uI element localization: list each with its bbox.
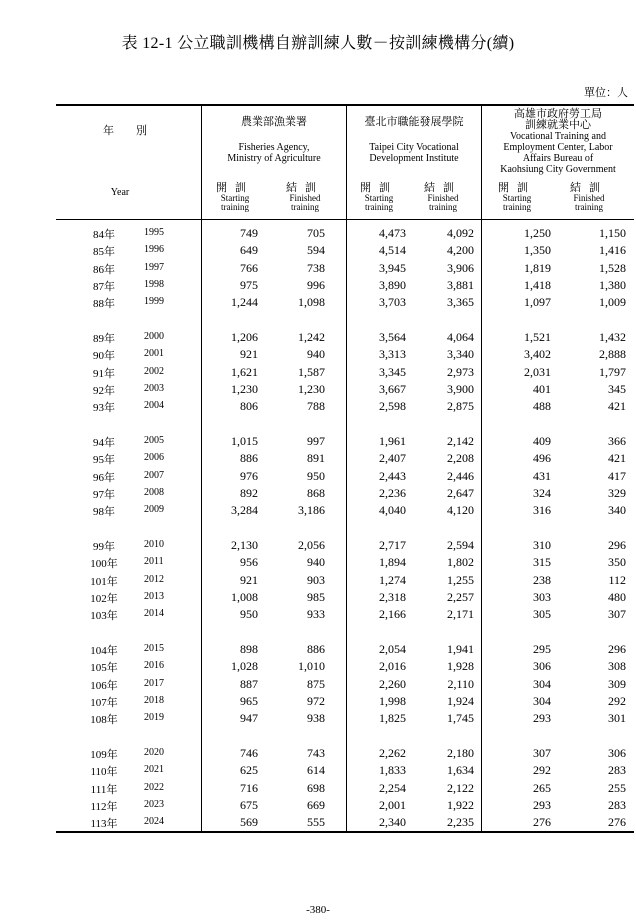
table-cell: 996 xyxy=(307,277,325,292)
agency-en-line1: Fisheries Agency, xyxy=(238,142,310,153)
year-roc: 91年 xyxy=(93,367,115,380)
table-cell: 2,235 xyxy=(447,815,474,830)
table-cell: 238 xyxy=(533,572,551,587)
table-cell: 350 xyxy=(608,555,626,570)
table-cell: 4,473 xyxy=(379,226,406,240)
table-cell: 555 xyxy=(307,815,325,830)
table-cell: 625 xyxy=(240,763,258,778)
agency-en-line2: Development Institute xyxy=(369,153,459,164)
table-cell: 2,236 xyxy=(379,485,406,500)
table-cell: 480 xyxy=(608,589,626,604)
table-cell: 2,171 xyxy=(447,607,474,622)
table-cell: 1,924 xyxy=(447,693,474,708)
year-ad: 2008 xyxy=(144,486,164,498)
table-cell: 1,432 xyxy=(599,330,626,344)
table-cell: 421 xyxy=(608,399,626,414)
sub-header-en1: Finished xyxy=(289,193,321,203)
table-cell: 1,230 xyxy=(298,381,325,396)
table-cell: 3,703 xyxy=(379,295,406,310)
agency-cn-line2: 訓練就業中心 xyxy=(525,119,591,131)
table-cell: 1,008 xyxy=(231,589,258,604)
year-ad: 2012 xyxy=(144,573,164,585)
sub-header-en2: training xyxy=(221,202,249,212)
table-cell: 1,015 xyxy=(231,434,258,448)
table-cell: 1,010 xyxy=(298,659,325,674)
table-cell: 2,208 xyxy=(447,451,474,466)
table-cell: 3,186 xyxy=(298,503,325,518)
agency-fisheries-header xyxy=(202,117,346,164)
sub-header-cn: 結訓 xyxy=(424,182,462,194)
table-cell: 2,598 xyxy=(379,399,406,414)
table-cell: 2,717 xyxy=(379,538,406,552)
year-roc: 88年 xyxy=(93,298,115,311)
table-cell: 4,092 xyxy=(447,226,474,240)
table-cell: 1,418 xyxy=(524,277,551,292)
table-cell: 956 xyxy=(240,555,258,570)
table-cell: 1,150 xyxy=(599,226,626,240)
table-cell: 2,875 xyxy=(447,399,474,414)
table-cell: 1,028 xyxy=(231,659,258,674)
year-ad: 2018 xyxy=(144,694,164,706)
year-roc: 99年 xyxy=(93,541,115,553)
table-cell: 1,634 xyxy=(447,763,474,778)
table-cell: 306 xyxy=(533,659,551,674)
table-cell: 950 xyxy=(307,468,325,483)
table-cell: 366 xyxy=(608,434,626,448)
agency-cn: 農業部漁業署 xyxy=(241,116,307,128)
table-cell: 743 xyxy=(307,746,325,760)
agency-cn: 高雄市政府勞工局 xyxy=(514,108,602,120)
year-roc: 96年 xyxy=(93,471,115,484)
year-ad: 2005 xyxy=(144,435,164,446)
year-ad: 1997 xyxy=(144,261,164,273)
table-cell: 2,031 xyxy=(524,364,551,379)
year-ad: 2022 xyxy=(144,781,164,793)
table-cell: 1,244 xyxy=(231,295,258,310)
table-cell: 345 xyxy=(608,381,626,396)
table-cell: 2,054 xyxy=(379,642,406,656)
table-cell: 2,262 xyxy=(379,746,406,760)
table-cell: 1,802 xyxy=(447,555,474,570)
table-cell: 3,402 xyxy=(524,347,551,362)
year-roc: 102年 xyxy=(90,592,118,605)
finished-training-header xyxy=(276,182,334,212)
table-cell: 4,040 xyxy=(379,503,406,518)
table-cell: 669 xyxy=(307,797,325,812)
table-cell: 886 xyxy=(307,642,325,656)
finished-training-header xyxy=(560,182,618,212)
table-cell: 4,120 xyxy=(447,503,474,518)
table-cell: 1,528 xyxy=(599,260,626,275)
table-cell: 1,097 xyxy=(524,295,551,310)
table-cell: 308 xyxy=(608,659,626,674)
table-cell: 4,064 xyxy=(447,330,474,344)
table-cell: 1,833 xyxy=(379,763,406,778)
agency-en-line1: Vocational Training and xyxy=(510,131,606,142)
year-roc: 92年 xyxy=(93,384,115,397)
table-cell: 1,521 xyxy=(524,330,551,344)
table-cell: 2,142 xyxy=(447,434,474,448)
year-ad: 2002 xyxy=(144,365,164,377)
table-cell: 985 xyxy=(307,589,325,604)
table-cell: 675 xyxy=(240,797,258,812)
table-cell: 1,380 xyxy=(599,277,626,292)
table-cell: 2,318 xyxy=(379,589,406,604)
table-cell: 316 xyxy=(533,503,551,518)
sub-header-cn: 結訓 xyxy=(286,182,324,194)
year-ad: 2004 xyxy=(144,400,164,412)
table-cell: 1,894 xyxy=(379,555,406,570)
table-cell: 614 xyxy=(307,763,325,778)
sub-header-en1: Finished xyxy=(573,193,605,203)
table-cell: 898 xyxy=(240,642,258,656)
table-cell: 4,200 xyxy=(447,243,474,258)
year-roc: 113年 xyxy=(90,818,118,831)
table-cell: 417 xyxy=(608,468,626,483)
table-cell: 749 xyxy=(240,226,258,240)
table-cell: 1,230 xyxy=(231,381,258,396)
table-cell: 1,098 xyxy=(298,295,325,310)
page-title: 表 12-1 公立職訓機構自辦訓練人數－按訓練機構分(續) xyxy=(121,35,515,52)
year-ad: 2021 xyxy=(144,764,164,776)
table-cell: 2,016 xyxy=(379,659,406,674)
table-cell: 306 xyxy=(608,746,626,760)
agency-en-line2: Ministry of Agriculture xyxy=(227,153,321,164)
year-roc: 94年 xyxy=(93,437,115,449)
year-roc: 101年 xyxy=(90,575,118,588)
table-cell: 891 xyxy=(307,451,325,466)
table-cell: 112 xyxy=(608,572,626,587)
table-cell: 307 xyxy=(533,746,551,760)
table-cell: 976 xyxy=(240,468,258,483)
table-cell: 716 xyxy=(240,780,258,795)
table-cell: 1,922 xyxy=(447,797,474,812)
table-cell: 887 xyxy=(240,676,258,691)
table-cell: 296 xyxy=(608,642,626,656)
table-cell: 738 xyxy=(307,260,325,275)
agency-taipei-header xyxy=(347,117,481,164)
table-cell: 965 xyxy=(240,693,258,708)
year-ad: 2001 xyxy=(144,348,164,360)
table-cell: 293 xyxy=(533,797,551,812)
agency-en-line2: Employment Center, Labor xyxy=(503,142,613,153)
table-cell: 975 xyxy=(240,277,258,292)
table-cell: 1,255 xyxy=(447,572,474,587)
table-cell: 1,928 xyxy=(447,659,474,674)
year-ad: 1999 xyxy=(144,296,164,308)
table-cell: 4,514 xyxy=(379,243,406,258)
table-cell: 972 xyxy=(307,693,325,708)
finished-training-header xyxy=(414,182,472,212)
table-cell: 886 xyxy=(240,451,258,466)
table-cell: 1,416 xyxy=(599,243,626,258)
agency-en-line4: Kaohsiung City Government xyxy=(500,164,616,175)
table-cell: 2,257 xyxy=(447,589,474,604)
table-cell: 921 xyxy=(240,347,258,362)
page-number: -380- xyxy=(306,904,330,916)
year-ad: 2010 xyxy=(144,539,164,550)
table-cell: 594 xyxy=(307,243,325,258)
table-cell: 2,130 xyxy=(231,538,258,552)
table-cell: 1,961 xyxy=(379,434,406,448)
table-cell: 2,254 xyxy=(379,780,406,795)
year-ad: 2003 xyxy=(144,382,164,394)
table-cell: 304 xyxy=(533,693,551,708)
table-cell: 340 xyxy=(608,503,626,518)
year-ad: 2024 xyxy=(144,816,164,828)
table-cell: 488 xyxy=(533,399,551,414)
table-cell: 3,313 xyxy=(379,347,406,362)
table-cell: 1,242 xyxy=(298,330,325,344)
year-ad: 2016 xyxy=(144,660,164,672)
table-cell: 303 xyxy=(533,589,551,604)
table-cell: 3,667 xyxy=(379,381,406,396)
year-ad: 2015 xyxy=(144,643,164,654)
table-cell: 1,745 xyxy=(447,711,474,726)
table-cell: 997 xyxy=(307,434,325,448)
table-cell: 315 xyxy=(533,555,551,570)
table-cell: 2,260 xyxy=(379,676,406,691)
table-cell: 649 xyxy=(240,243,258,258)
table-cell: 940 xyxy=(307,555,325,570)
table-top-rule xyxy=(56,104,634,106)
year-roc: 95年 xyxy=(93,454,115,467)
year-roc: 87年 xyxy=(93,280,115,293)
year-ad: 2000 xyxy=(144,331,164,342)
year-roc: 93年 xyxy=(93,402,115,415)
sub-header-en1: Starting xyxy=(220,193,250,203)
year-ad: 2020 xyxy=(144,747,164,758)
table-cell: 3,881 xyxy=(447,277,474,292)
year-ad: 1998 xyxy=(144,278,164,290)
year-roc: 85年 xyxy=(93,246,115,259)
table-cell: 255 xyxy=(608,780,626,795)
year-roc: 109年 xyxy=(90,749,118,761)
table-cell: 569 xyxy=(240,815,258,830)
table-cell: 421 xyxy=(608,451,626,466)
year-ad: 2019 xyxy=(144,712,164,724)
table-cell: 2,166 xyxy=(379,607,406,622)
table-cell: 1,941 xyxy=(447,642,474,656)
table-cell: 1,797 xyxy=(599,364,626,379)
year-roc: 107年 xyxy=(90,696,118,709)
year-ad: 2023 xyxy=(144,798,164,810)
table-cell: 1,250 xyxy=(524,226,551,240)
table-cell: 2,407 xyxy=(379,451,406,466)
unit-label: 單位：人 xyxy=(584,87,628,99)
sub-header-cn: 開訓 xyxy=(360,182,398,194)
year-roc: 90年 xyxy=(93,350,115,363)
year-ad: 2013 xyxy=(144,590,164,602)
column-divider xyxy=(481,105,482,832)
starting-training-header xyxy=(488,182,546,212)
table-cell: 1,009 xyxy=(599,295,626,310)
year-header-en: Year xyxy=(110,187,130,198)
table-cell: 2,122 xyxy=(447,780,474,795)
table-cell: 2,888 xyxy=(599,347,626,362)
year-roc: 84年 xyxy=(93,229,115,241)
table-cell: 292 xyxy=(533,763,551,778)
sub-header-cn: 結訓 xyxy=(570,182,608,194)
table-cell: 409 xyxy=(533,434,551,448)
table-cell: 3,900 xyxy=(447,381,474,396)
table-cell: 296 xyxy=(608,538,626,552)
agency-cn: 臺北市職能發展學院 xyxy=(364,116,464,128)
table-cell: 933 xyxy=(307,607,325,622)
sub-header-en1: Starting xyxy=(502,193,532,203)
year-ad: 2006 xyxy=(144,452,164,464)
year-header-cn: 年 別 xyxy=(103,125,147,137)
table-cell: 324 xyxy=(533,485,551,500)
table-cell: 283 xyxy=(608,797,626,812)
table-cell: 276 xyxy=(533,815,551,830)
table-cell: 2,973 xyxy=(447,364,474,379)
year-roc: 103年 xyxy=(90,610,118,623)
table-cell: 3,284 xyxy=(231,503,258,518)
table-cell: 1,998 xyxy=(379,693,406,708)
table-cell: 431 xyxy=(533,468,551,483)
table-cell: 938 xyxy=(307,711,325,726)
table-cell: 2,056 xyxy=(298,538,325,552)
table-cell: 401 xyxy=(533,381,551,396)
table-cell: 2,110 xyxy=(447,676,474,691)
sub-header-en2: training xyxy=(503,202,531,212)
table-cell: 2,180 xyxy=(447,746,474,760)
table-cell: 305 xyxy=(533,607,551,622)
year-roc: 105年 xyxy=(90,662,118,675)
year-ad: 2011 xyxy=(144,556,164,568)
year-roc: 97年 xyxy=(93,488,115,501)
table-cell: 307 xyxy=(608,607,626,622)
table-cell: 705 xyxy=(307,226,325,240)
table-cell: 310 xyxy=(533,538,551,552)
year-ad: 2007 xyxy=(144,469,164,481)
table-cell: 3,564 xyxy=(379,330,406,344)
sub-header-en2: training xyxy=(291,202,319,212)
year-roc: 110年 xyxy=(90,766,118,779)
starting-training-header xyxy=(350,182,408,212)
year-ad: 2009 xyxy=(144,504,164,516)
table-cell: 766 xyxy=(240,260,258,275)
table-cell: 903 xyxy=(307,572,325,587)
year-roc: 111年 xyxy=(90,783,118,796)
table-cell: 265 xyxy=(533,780,551,795)
table-cell: 3,365 xyxy=(447,295,474,310)
table-cell: 292 xyxy=(608,693,626,708)
table-cell: 1,206 xyxy=(231,330,258,344)
table-cell: 301 xyxy=(608,711,626,726)
table-cell: 276 xyxy=(608,815,626,830)
sub-header-cn: 開訓 xyxy=(498,182,536,194)
sub-header-cn: 開訓 xyxy=(216,182,254,194)
year-roc: 104年 xyxy=(90,645,118,657)
year-roc: 108年 xyxy=(90,714,118,727)
sub-header-en2: training xyxy=(575,202,603,212)
sub-header-en1: Starting xyxy=(364,193,394,203)
table-cell: 309 xyxy=(608,676,626,691)
table-cell: 698 xyxy=(307,780,325,795)
table-cell: 947 xyxy=(240,711,258,726)
table-cell: 3,890 xyxy=(379,277,406,292)
table-bottom-rule xyxy=(56,831,634,833)
table-cell: 1,819 xyxy=(524,260,551,275)
table-cell: 868 xyxy=(307,485,325,500)
table-cell: 3,345 xyxy=(379,364,406,379)
year-ad: 1995 xyxy=(144,227,164,238)
table-cell: 3,906 xyxy=(447,260,474,275)
starting-training-header xyxy=(206,182,264,212)
year-roc: 106年 xyxy=(90,679,118,692)
table-cell: 496 xyxy=(533,451,551,466)
table-cell: 746 xyxy=(240,746,258,760)
table-cell: 1,621 xyxy=(231,364,258,379)
table-cell: 295 xyxy=(533,642,551,656)
year-ad: 1996 xyxy=(144,244,164,256)
year-roc: 98年 xyxy=(93,506,115,519)
table-cell: 892 xyxy=(240,485,258,500)
year-ad: 2014 xyxy=(144,608,164,620)
table-cell: 304 xyxy=(533,676,551,691)
table-cell: 1,587 xyxy=(298,364,325,379)
table-cell: 2,340 xyxy=(379,815,406,830)
table-cell: 329 xyxy=(608,485,626,500)
table-cell: 2,594 xyxy=(447,538,474,552)
agency-en-line3: Affairs Bureau of xyxy=(522,153,594,164)
table-cell: 2,443 xyxy=(379,468,406,483)
sub-header-en2: training xyxy=(429,202,457,212)
table-cell: 875 xyxy=(307,676,325,691)
table-cell: 2,446 xyxy=(447,468,474,483)
year-ad: 2017 xyxy=(144,677,164,689)
table-cell: 2,001 xyxy=(379,797,406,812)
table-cell: 1,825 xyxy=(379,711,406,726)
table-cell: 293 xyxy=(533,711,551,726)
header-bottom-rule xyxy=(56,219,634,220)
agency-en-line1: Taipei City Vocational xyxy=(369,142,459,153)
table-cell: 3,340 xyxy=(447,347,474,362)
table-cell: 283 xyxy=(608,763,626,778)
table-cell: 806 xyxy=(240,399,258,414)
sub-header-en2: training xyxy=(365,202,393,212)
table-cell: 921 xyxy=(240,572,258,587)
year-roc: 86年 xyxy=(93,263,115,276)
table-cell: 3,945 xyxy=(379,260,406,275)
table-cell: 950 xyxy=(240,607,258,622)
table-cell: 2,647 xyxy=(447,485,474,500)
table-cell: 1,350 xyxy=(524,243,551,258)
table-cell: 940 xyxy=(307,347,325,362)
year-roc: 100年 xyxy=(90,558,118,571)
sub-header-en1: Finished xyxy=(427,193,459,203)
year-roc: 112年 xyxy=(90,800,118,813)
table-cell: 788 xyxy=(307,399,325,414)
table-cell: 1,274 xyxy=(379,572,406,587)
year-roc: 89年 xyxy=(93,333,115,345)
agency-kaohsiung-header xyxy=(482,109,634,175)
